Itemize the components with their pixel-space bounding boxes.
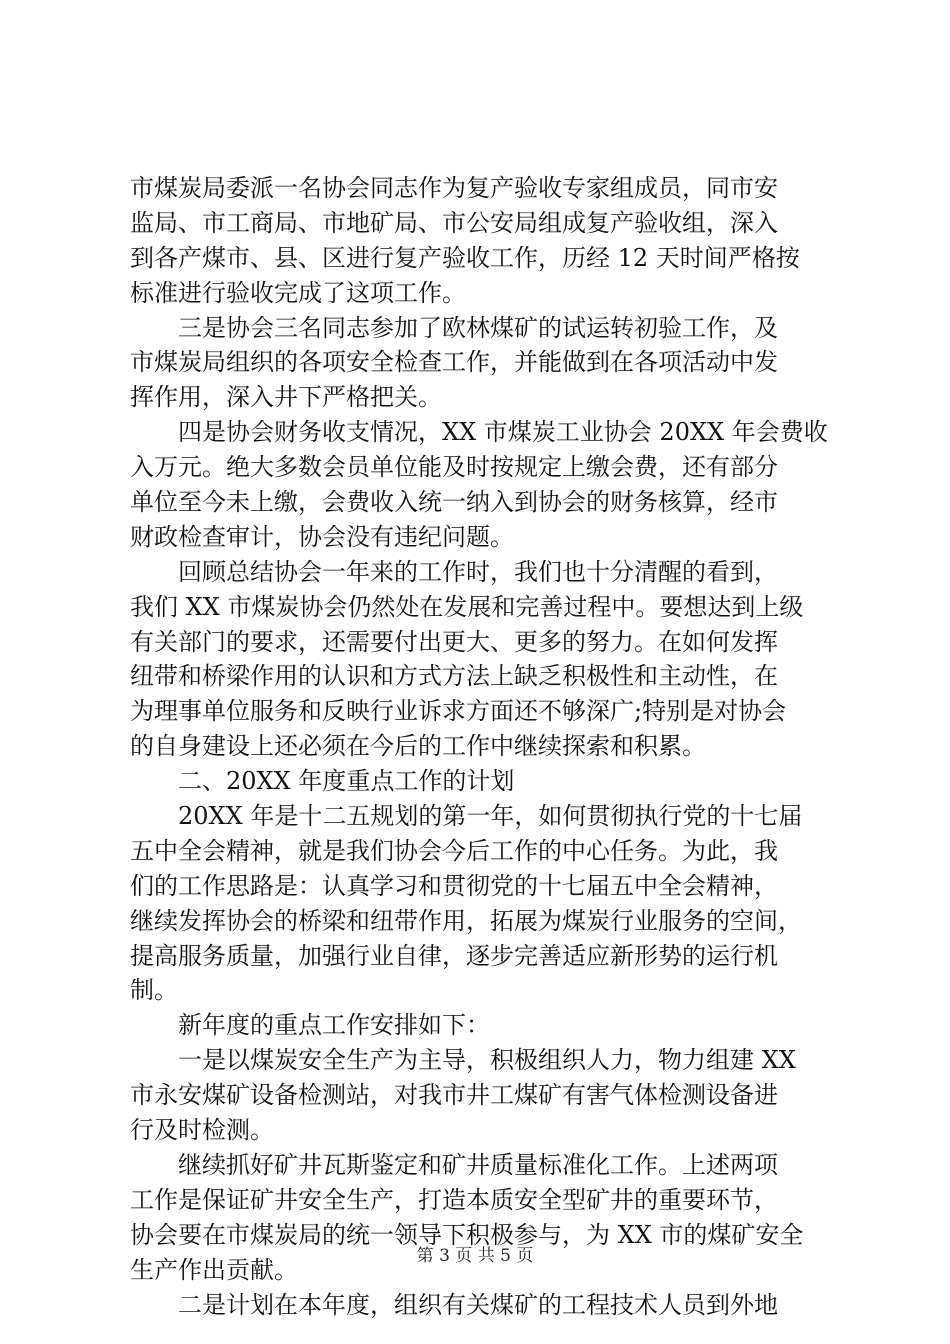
text-line: 四是协会财务收支情况，XX 市煤炭工业协会 20XX 年会费收 <box>178 418 828 447</box>
text-line: 监局、市工商局、市地矿局、市公安局组成复产验收组，深入 <box>130 208 778 237</box>
page-footer: 第 3 页 共 5 页 <box>416 1246 534 1266</box>
text-line: 生产作出贡献。 <box>130 1255 298 1284</box>
paragraph <box>130 415 850 555</box>
paragraph <box>130 1288 850 1323</box>
text-line: 市煤炭局组织的各项安全检查工作，并能做到在各项活动中发 <box>130 348 778 377</box>
text-line: 继续抓好矿井瓦斯鉴定和矿井质量标准化工作。上述两项 <box>178 1150 778 1179</box>
paragraph <box>130 311 850 416</box>
text-line: 单位至今未上缴，会费收入统一纳入到协会的财务核算，经市 <box>130 488 778 517</box>
paragraph <box>130 555 850 764</box>
text-line: 到各产煤市、县、区进行复产验收工作，历经 12 天时间严格按 <box>130 243 800 272</box>
text-line: 行及时检测。 <box>130 1116 274 1145</box>
paragraph <box>130 171 850 311</box>
text-line: 我们 XX 市煤炭协会仍然处在发展和完善过程中。要想达到上级 <box>130 592 804 621</box>
text-line: 有关部门的要求，还需要付出更大、更多的努力。在如何发挥 <box>130 627 778 656</box>
text-line: 标准进行验收完成了这项工作。 <box>130 278 466 307</box>
text-line: 五中全会精神，就是我们协会今后工作的中心任务。为此，我 <box>130 836 778 865</box>
text-line: 制。 <box>130 976 178 1005</box>
text-line: 纽带和桥梁作用的认识和方式方法上缺乏积极性和主动性，在 <box>130 662 778 691</box>
text-line: 市永安煤矿设备检测站，对我市井工煤矿有害气体检测设备进 <box>130 1081 778 1110</box>
text-line: 市煤炭局委派一名协会同志作为复产验收专家组成员，同市安 <box>130 174 778 202</box>
paragraph <box>130 764 850 799</box>
text-line: 的自身建设上还必须在今后的工作中继续探索和积累。 <box>130 732 706 761</box>
text-line: 协会要在市煤炭局的统一领导下积极参与，为 XX 市的煤矿安全 <box>130 1220 804 1249</box>
text-line: 们的工作思路是：认真学习和贯彻党的十七届五中全会精神， <box>130 871 778 900</box>
paragraph <box>130 799 850 1008</box>
text-line: 新年度的重点工作安排如下： <box>178 1011 490 1040</box>
text-line: 工作是保证矿井安全生产，打造本质安全型矿井的重要环节， <box>130 1185 778 1214</box>
text-line: 三是协会三名同志参加了欧林煤矿的试运转初验工作，及 <box>178 313 778 342</box>
text-line: 继续发挥协会的桥梁和纽带作用，拓展为煤炭行业服务的空间， <box>130 906 802 935</box>
text-line: 提高服务质量，加强行业自律，逐步完善适应新形势的运行机 <box>130 941 778 970</box>
text-line: 入万元。绝大多数会员单位能及时按规定上缴会费，还有部分 <box>130 453 778 482</box>
paragraph <box>130 1008 850 1043</box>
text-line: 20XX 年是十二五规划的第一年，如何贯彻执行党的十七届 <box>178 802 803 831</box>
body-text <box>130 171 850 1322</box>
text-line: 财政检查审计，协会没有违纪问题。 <box>130 522 514 551</box>
text-line: 挥作用，深入井下严格把关。 <box>130 383 442 412</box>
text-line: 为理事单位服务和反映行业诉求方面还不够深广;特别是对协会 <box>130 697 787 726</box>
text-line: 二是计划在本年度，组织有关煤矿的工程技术人员到外地 <box>178 1290 778 1319</box>
text-line: 回顾总结协会一年来的工作时，我们也十分清醒的看到， <box>178 557 778 586</box>
paragraph <box>130 1043 850 1148</box>
text-line: 二、20XX 年度重点工作的计划 <box>178 767 515 796</box>
text-line: 一是以煤炭安全生产为主导，积极组织人力，物力组建 XX <box>178 1046 796 1075</box>
